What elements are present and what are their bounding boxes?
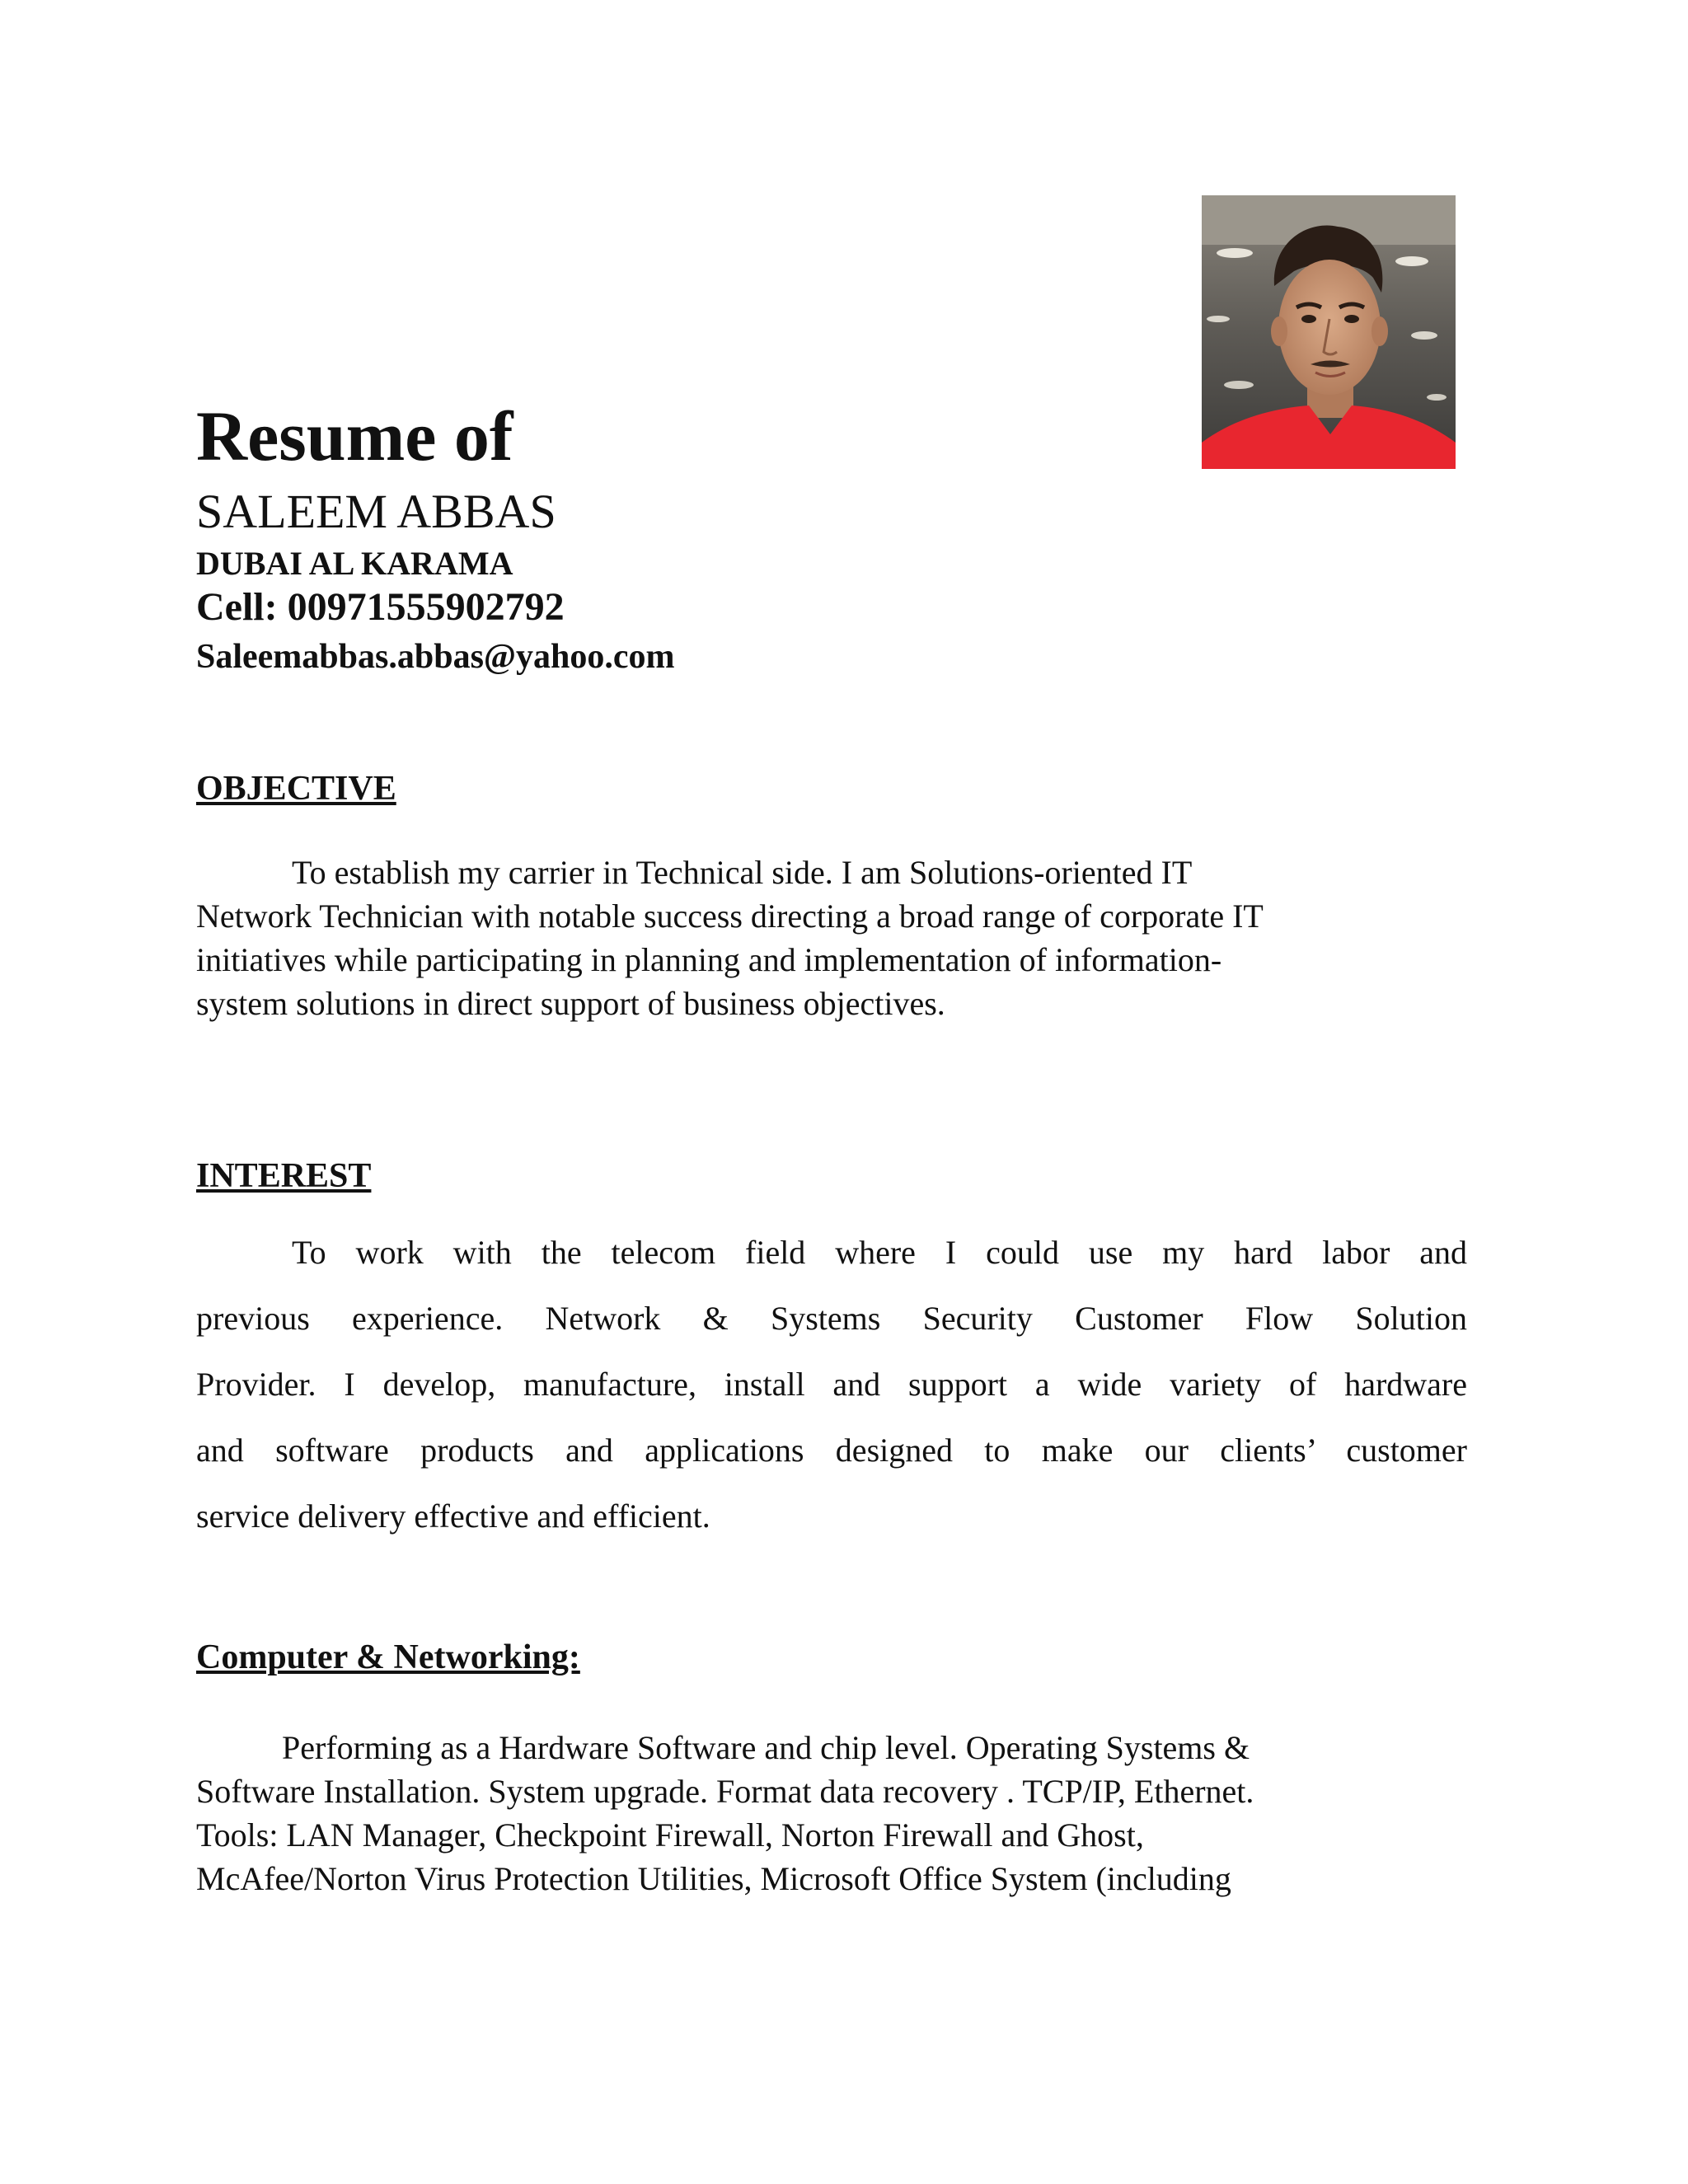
computer-networking-heading: Computer & Networking: — [196, 1638, 580, 1676]
resume-title: Resume of — [196, 396, 513, 476]
candidate-email: Saleemabbas.abbas@yahoo.com — [196, 638, 675, 676]
candidate-name: SALEEM ABBAS — [196, 485, 556, 538]
computer-networking-paragraph — [196, 1726, 1254, 1900]
interest-heading: INTEREST — [196, 1157, 372, 1195]
interest-line: Provider. I develop, manufacture, install and support a wide variety of hardware — [196, 1366, 1467, 1403]
interest-line: service delivery effective and efficient. — [196, 1497, 710, 1535]
objective-line: initiatives while participating in planning and implementation of information- — [196, 941, 1222, 978]
computer-line: Tools: LAN Manager, Checkpoint Firewall, Norton Firewall and Ghost, — [196, 1816, 1144, 1854]
objective-heading: OBJECTIVE — [196, 770, 396, 808]
interest-line: previous experience. Network & Systems Security Customer Flow Solution — [196, 1300, 1467, 1337]
candidate-address: DUBAI AL KARAMA — [196, 545, 513, 582]
candidate-phone: Cell: 00971555902792 — [196, 585, 565, 629]
computer-line: Software Installation. System upgrade. Format data recovery . TCP/IP, Ethernet. — [196, 1773, 1254, 1810]
computer-line: McAfee/Norton Virus Protection Utilities, Microsoft Office System (including — [196, 1860, 1231, 1897]
objective-paragraph — [196, 851, 1264, 1025]
interest-line: and software products and applications designed to make our clients’ customer — [196, 1432, 1467, 1469]
objective-line: Network Technician with notable success directing a broad range of corporate IT — [196, 898, 1264, 935]
interest-line: To work with the telecom field where I could use my hard labor and — [292, 1234, 1467, 1271]
objective-line: To establish my carrier in Technical side. I am Solutions-oriented IT — [292, 854, 1193, 891]
person-photo-icon — [1202, 195, 1456, 469]
interest-paragraph — [196, 1220, 1467, 1549]
profile-photo — [1202, 195, 1456, 469]
objective-line: system solutions in direct support of business objectives. — [196, 985, 945, 1022]
computer-line: Performing as a Hardware Software and chip level. Operating Systems & — [282, 1729, 1250, 1766]
